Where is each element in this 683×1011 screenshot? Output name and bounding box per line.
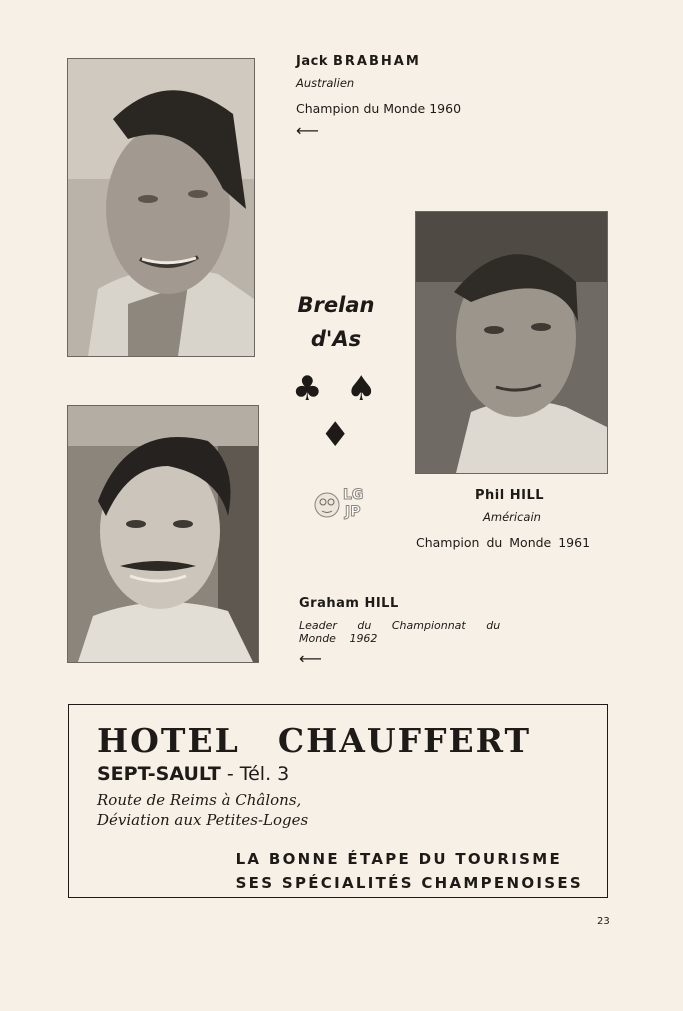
graham-last-name: HILL (364, 596, 399, 611)
brelan-line1: Brelan (297, 293, 375, 317)
phil-nationality: Américain (483, 510, 541, 524)
hotel-route-line2: Déviation aux Petites-Loges (97, 811, 309, 829)
brabham-title: Champion du Monde 1960 (296, 101, 462, 116)
hotel-heading (97, 721, 531, 760)
diamond-icon: ♦ (320, 415, 351, 455)
hotel-advertisement (68, 704, 608, 898)
page-number: 23 (597, 916, 610, 927)
brabham-first-name: Jack (296, 54, 328, 69)
phil-first-name: Phil (475, 488, 505, 503)
hotel-slogan (236, 847, 583, 895)
hotel-name: CHAUFFERT (277, 721, 532, 760)
brabham-arrow: ⟵ (296, 121, 319, 140)
brabham-name (296, 54, 421, 69)
hotel-word: HOTEL (97, 721, 240, 760)
hotel-route (97, 790, 308, 830)
hotel-location (97, 763, 289, 785)
graham-arrow: ⟵ (299, 649, 322, 668)
photo-jack-brabham (67, 58, 255, 357)
portrait-graham-drawing (68, 406, 258, 662)
hotel-town: SEPT-SAULT (97, 763, 221, 785)
brelan-line2: d'As (310, 327, 362, 351)
phil-name (475, 488, 544, 503)
brabham-nationality: Australien (296, 76, 355, 90)
phil-title: Champion du Monde 1961 (416, 535, 591, 550)
photo-graham-hill (67, 405, 259, 663)
portrait-phil-drawing (416, 212, 607, 473)
hotel-slogan-line1: LA BONNE ÉTAPE DU TOURISME (235, 850, 563, 868)
portrait-brabham-drawing (68, 59, 254, 356)
graham-title-line1: Leader du Championnat du (299, 619, 501, 632)
brelan-title (280, 288, 392, 356)
logo-letters-bottom: JP (345, 504, 361, 520)
logo-letters-top: LG (343, 487, 364, 503)
photo-phil-hill (415, 211, 608, 474)
club-icon: ♣ (292, 369, 323, 409)
logo-stamp (313, 486, 371, 524)
graham-title-line2: Monde 1962 (299, 632, 378, 645)
phil-last-name: HILL (509, 488, 545, 503)
spade-icon: ♠ (346, 369, 377, 409)
hotel-route-line1: Route de Reims à Châlons, (97, 791, 302, 809)
brabham-last-name: BRABHAM (333, 54, 421, 69)
hotel-phone: - Tél. 3 (226, 763, 290, 785)
hotel-slogan-line2: SES SPÉCIALITÉS CHAMPENOISES (235, 874, 583, 892)
graham-name (299, 596, 399, 611)
graham-first-name: Graham (299, 596, 360, 611)
